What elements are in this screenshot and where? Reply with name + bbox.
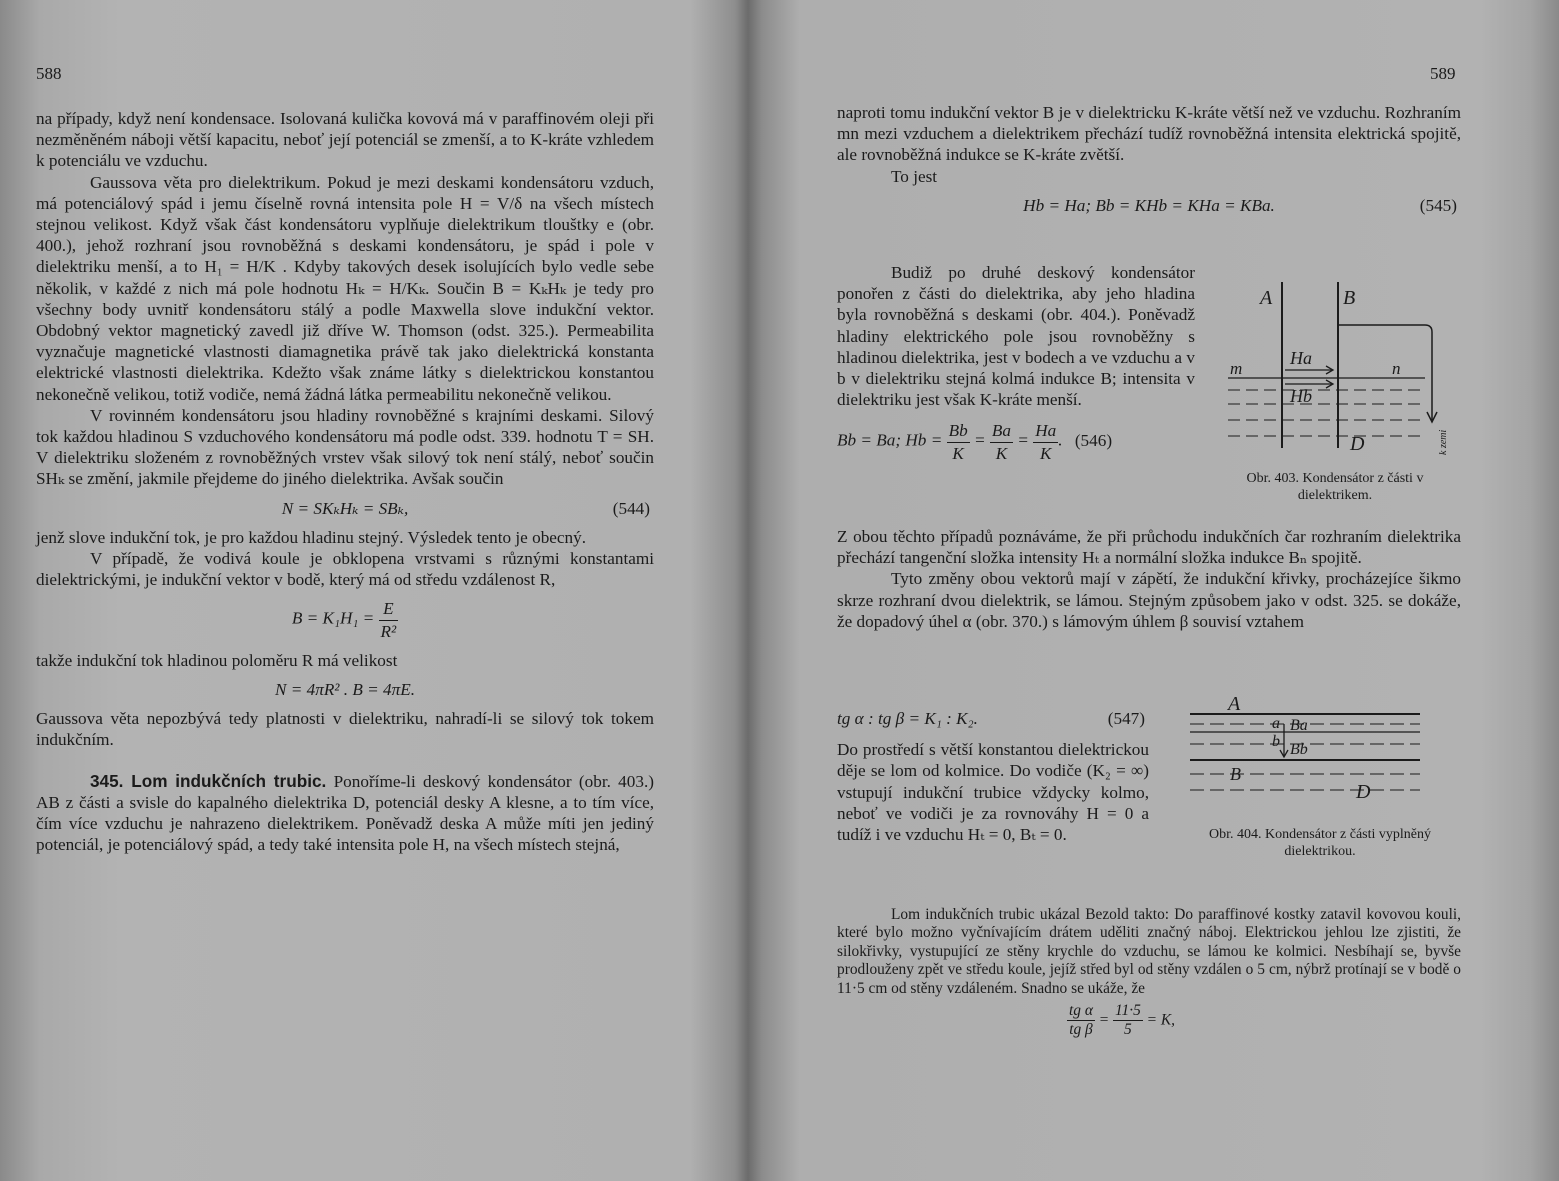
right-text-fig404 (837, 706, 1149, 845)
paragraph: Tyto změny obou vektorů mají v zápětí, že indukční křivky, procházejíce šikmo skrze rozhraní dvou dielektrik, se lámou. Stejným způsobem jako v odst. 325. se dokáže, že dopadový úhel α (obr. 370.) s lámovým úhlem β souvisí vztahem (837, 569, 1461, 631)
equation-B (36, 598, 654, 641)
denominator: K (1039, 443, 1052, 463)
equation-final: $\frac{\text{tg α}}{\text{tg β}}$ = $\frac{11\cdot 5}{5}$ = K, (1069, 1002, 1176, 1039)
label-B: B (1343, 287, 1356, 309)
denominator: 5 (1124, 1021, 1132, 1039)
label-A: A (1228, 693, 1241, 715)
right-text-top (837, 102, 1461, 224)
label-a: a (1272, 715, 1280, 732)
label-A: A (1260, 287, 1273, 309)
equation-text: N = 4πR² . B = 4πE. (274, 680, 416, 700)
equation-number: (546) (1074, 431, 1113, 451)
paragraph: Budiž po druhé deskový kondensátor ponořen z části do dielektrika, aby jeho hladina byla rovnoběžná s deskami (obr. 404.). Poněvadž hladiny elektrického pole jsou rovnoběžny s hladinou dielektrika, jest v bodech a ve vzduchu a v b v dielektriku stejná kolmá indukce B; intensita v dielektriku jest však K-kráte menší. (837, 263, 1195, 410)
numerator: Ba (990, 420, 1013, 442)
fraction (947, 420, 970, 463)
equation-N (36, 679, 654, 700)
paragraph: Do prostředí s větší konstantou dielektrickou děje se lom od kolmice. Do vodiče (K₂ = ∞) vstupují indukční trubice vždycky kolmo, neboť ve vodiči je za rovnováhy H = 0 a tudíž i ve vzduchu Hₜ = 0, Bₜ = 0. (837, 740, 1149, 845)
label-B: B (1230, 764, 1241, 784)
equation-text: tg α : tg β = K₁ : K₂. (837, 709, 978, 728)
figure-404-caption: Obr. 404. Kondensátor z části vyplněný dielektrikou. (1208, 827, 1431, 859)
denominator: K (995, 443, 1008, 463)
paragraph: na případy, když není kondensace. Isolovaná kulička kovová má v paraffinovém oleji při nezměněném náboji větší kapacitu, neboť její potenciál se zmenší, a to K-kráte vzhledem k potenciálu ve vzduchu. (36, 109, 654, 171)
label-Ba: Ba (1290, 717, 1308, 734)
equation-546: Bb = Ba; Hb = $\frac{Bb}{K}$ = $\frac{Ba}{K}$ = $\frac{Ha}{K}$ . (546) (837, 421, 1113, 463)
equation-547 (837, 708, 1149, 729)
paragraph: To jest (891, 166, 938, 186)
denominator: R² (380, 621, 397, 641)
left-page (0, 0, 740, 1181)
paragraph: takže indukční tok hladinou poloměru R má velikost (36, 650, 398, 670)
label-D: D (1350, 433, 1365, 455)
equation-544 (36, 498, 654, 519)
fraction (1113, 1002, 1143, 1040)
label-Hb: Hb (1290, 386, 1312, 406)
equation-545 (837, 195, 1461, 216)
label-b: b (1272, 733, 1280, 750)
ground-wire (1338, 325, 1432, 420)
numerator: 11·5 (1113, 1002, 1143, 1021)
section-345 (36, 771, 654, 856)
equation-number: (544) (612, 498, 650, 518)
label-D: D (1356, 781, 1371, 803)
figure-404 (1180, 690, 1460, 820)
page-number-right: 589 (1430, 64, 1456, 83)
paragraph: V rovinném kondensátoru jsou hladiny rovnoběžné s krajními deskami. Silový tok každou hladinou S vzduchového kondensátoru má podle odst. 339. hodnotu T = SH. V dielektriku složeném z rovnoběžných vrstev však silový tok není stálý, neboť součin SHₖ se změní, jakmile přejdeme do jiného dielektrika. Avšak součin (36, 405, 654, 489)
right-page (760, 0, 1559, 1181)
numerator: E (379, 598, 399, 620)
denominator: K (952, 443, 964, 463)
label-m: m (1230, 359, 1243, 378)
fraction (990, 420, 1013, 463)
equation-text: B = K₁H₁ = (291, 609, 375, 629)
equation-number: (545) (1419, 195, 1457, 215)
label-Bb: Bb (1290, 741, 1308, 758)
numerator: tg α (1067, 1002, 1095, 1021)
right-text-bottom (837, 906, 1461, 1048)
label-ground: k zemi (1438, 429, 1449, 455)
numerator: Ha (1033, 420, 1058, 442)
paragraph: naproti tomu indukční vektor B je v dielektricku K-kráte větší než ve vzduchu. Rozhraním mn mezi vzduchem a dielektrikem přechází tudíž rovnoběžná intensita elektrická spojitě, ale rovnoběžná indukce se K-kráte zvětší. (837, 103, 1461, 165)
figure-403-caption: Obr. 403. Kondensátor z části v dielektrikem. (1246, 471, 1424, 503)
page-number-left: 588 (36, 64, 62, 83)
equation-text: = K, (1146, 1011, 1176, 1029)
paragraph: Gaussova věta pro dielektrikum. Pokud je mezi deskami kondensátoru vzduch, má potenciálový spád i jemu číselně rovná intensita pole H = V/δ na všech místech stejnou velikost. Když však část kondensátoru vyplňuje dielektrikum tlouštky e (obr. 400.), jehož rozhraní jsou rovnoběžná s deskami kondensátoru, je spád i pole v dielektriku menší, a to H₁ = H/K . Kdyby takových desek isolujících bylo vedle sebe několik, v každé z nich má pole hodnotu Hₖ = H/Kₖ. Součin B = KₖHₖ je tedy pro všechny body uvnitř kondensátoru stálý a podle Maxwella slove indukční vektor. Obdobný vektor magnetický zavedl již dříve W. Thomson (odst. 325.). Permeabilita vyznačuje magnetické vlastnosti diamagnetika právě tak jako dielektrická konstanta elektrické vlastnosti dielektrika. Kdežto však známe látky s dielektrickou konstantou nekonečně velikou, totiž vodiče, nemá žádná látka permeabilitu nekonečně velikou. (36, 172, 654, 404)
denominator: tg β (1069, 1021, 1093, 1039)
paragraph: Gaussova věta nepozbývá tedy platnosti v dielektriku, nahradí-li se silový tok tokem indukčním. (36, 709, 654, 750)
right-text-fig403 (837, 262, 1195, 472)
paragraph: jenž slove indukční tok, je pro každou hladinu stejný. Výsledek tento je obecný. (36, 527, 587, 547)
figure-403 (1220, 270, 1450, 465)
paragraph: Z obou těchto případů poznáváme, že při průchodu indukčních čar rozhraním dielektrika přechází tangenční složka intensity Hₜ a normální složka indukce Bₙ spojitě. (837, 527, 1461, 568)
equation-text: Hb = Ha; Bb = KHb = KHa = KBa. (1023, 195, 1275, 215)
fraction (1033, 420, 1058, 463)
left-text-column (36, 108, 654, 856)
equation-text: N = SKₖHₖ = SBₖ, (281, 498, 409, 518)
label-Ha: Ha (1290, 348, 1312, 368)
paragraph: Ponoříme-li deskový kondensátor (obr. 403.) AB z části a svisle do kapalného dielektrika D, potenciál desky A klesne, a to tím více, čím více vzduchu je nahrazeno dielektrikem. Poněvadž deska A může míti jen jediný potenciál, je potenciálový spád, a tedy také intensita pole H, na všech místech stejná, (36, 771, 654, 855)
paragraph: Lom indukčních trubic ukázal Bezold takto: Do paraffinové kostky zatavil kovovou kouli, které bylo možno vyčnívajícím drátem uděliti značný náboj. Elektrickou jehlou lze zjistiti, že silokřivky, vystupující ze stěny krychle do vzduchu, se lámou ke kolmici. Nesbíhají se, byvše prodlouženy zpět ve středu koule, jejíž střed byl od stěny vzdálen o 5 cm, nýbrž protínají se v bodě o 11·5 cm od stěny vzdáleném. Snadno se ukáže, že (837, 906, 1461, 997)
paragraph: V případě, že vodivá koule je obklopena vrstvami s různými konstantami dielektrickými, je indukční vektor v bodě, který má od středu vzdálenost R, (36, 549, 654, 590)
fraction (379, 598, 399, 641)
equation-text: Bb = Ba; Hb = (837, 431, 943, 451)
equation-number: (547) (1107, 709, 1145, 728)
numerator: Bb (947, 420, 970, 442)
fraction (1067, 1002, 1095, 1040)
label-n: n (1392, 359, 1401, 378)
right-text-middle (837, 526, 1461, 632)
section-heading: 345. Lom indukčních trubic. (90, 770, 327, 791)
